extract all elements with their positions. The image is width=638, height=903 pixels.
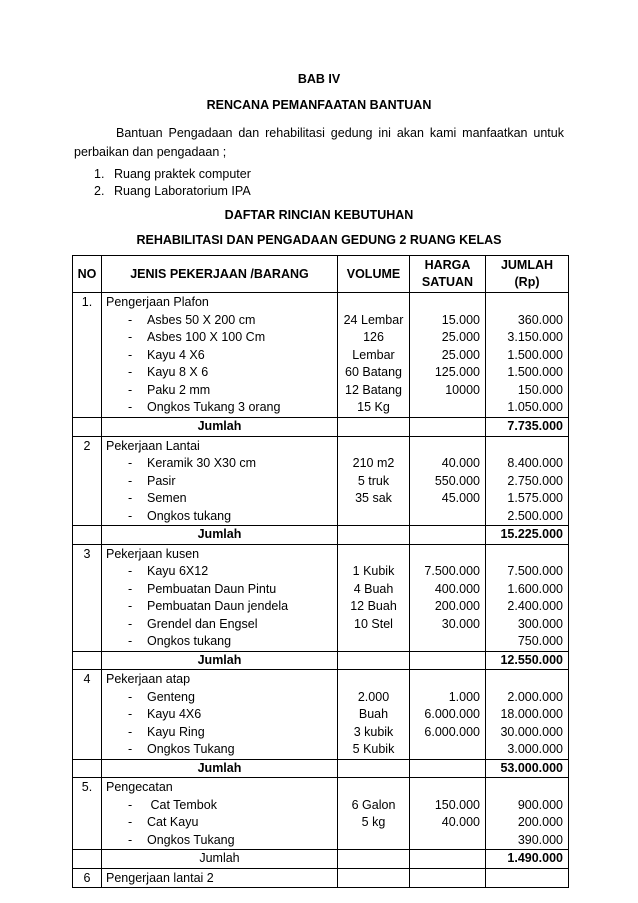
bullet-dash: - — [128, 599, 133, 613]
volume-value: 3 kubik — [353, 724, 394, 739]
section-number: 4 — [73, 670, 102, 760]
subtotal-empty — [73, 418, 102, 437]
work-item — [106, 633, 337, 651]
unit-price-cell — [410, 293, 486, 418]
bullet-dash: - — [128, 815, 133, 829]
section-number: 1. — [73, 293, 102, 418]
spacer — [410, 438, 480, 456]
volume-value: 12 Buah — [350, 599, 397, 613]
work-item-label: Semen — [147, 491, 187, 505]
amount-value: 1.500.000 — [507, 347, 563, 362]
intro-line-1: Bantuan Pengadaan dan rehabilitasi gedung ini akan kami manfaatkan untuk — [116, 126, 564, 140]
spacer — [410, 671, 480, 689]
bullet-dash: - — [128, 634, 133, 648]
work-item — [106, 581, 337, 599]
subtotal-value: 7.735.000 — [486, 418, 569, 437]
volume-value: Lembar — [352, 347, 395, 362]
amount-value: 2.000.000 — [507, 689, 563, 704]
unit-price-value: 40.000 — [441, 815, 480, 829]
unit-price-cell — [410, 670, 486, 760]
volume-value: Buah — [358, 707, 389, 721]
amount-value: 1.600.000 — [507, 581, 563, 596]
room-list-item: 1. Ruang praktek computer — [94, 167, 251, 181]
chapter-title: RENCANA PEMANFAATAN BANTUAN — [206, 98, 432, 112]
bullet-dash: - — [128, 456, 133, 470]
unit-price-value: 125.000 — [434, 365, 480, 379]
volume-cell — [338, 293, 410, 418]
work-item — [106, 598, 337, 616]
subtotal-row — [73, 526, 569, 545]
bullet-dash: - — [128, 564, 133, 578]
volume-value: 5 kg — [361, 815, 386, 829]
volume-cell — [338, 436, 410, 526]
work-item-label: Kayu Ring — [147, 724, 205, 739]
section-title: Pengecatan — [106, 780, 173, 794]
subtotal-empty — [410, 651, 486, 670]
subtotal-label: Jumlah — [102, 418, 338, 437]
section-work — [102, 670, 338, 760]
intro-line-2: perbaikan dan pengadaan ; — [74, 145, 227, 159]
bullet-dash: - — [128, 400, 133, 414]
amount-value: 2.500.000 — [507, 508, 563, 523]
unit-price-value: 10000 — [445, 382, 480, 397]
header-harga: HARGA SATUAN — [410, 256, 486, 293]
bullet-dash: - — [128, 742, 133, 756]
spacer — [410, 546, 480, 564]
work-item — [106, 689, 337, 707]
section-number: 3 — [73, 544, 102, 651]
amount-value: 900.000 — [517, 797, 563, 812]
subtotal-empty — [338, 850, 410, 869]
unit-price-value: 550.000 — [434, 473, 480, 488]
work-item — [106, 399, 337, 417]
volume-value: 210 m2 — [352, 456, 395, 470]
subtotal-empty — [338, 418, 410, 437]
spacer — [486, 779, 563, 797]
work-item-label: Pembuatan Daun jendela — [147, 599, 289, 613]
subtotal-empty — [338, 526, 410, 545]
work-item-label: Ongkos Tukang 3 orang — [147, 400, 281, 414]
unit-price-cell — [410, 544, 486, 651]
subtotal-label: Jumlah — [102, 651, 338, 670]
subtotal-row — [73, 850, 569, 869]
volume-cell — [338, 868, 410, 888]
work-item — [106, 455, 337, 473]
work-item — [106, 364, 337, 382]
subtotal-empty — [410, 418, 486, 437]
amount-value: 2.400.000 — [507, 599, 563, 613]
header-job: JENIS PEKERJAAN /BARANG — [102, 256, 338, 293]
amount-value: 2.750.000 — [507, 473, 563, 488]
rehab-heading: REHABILITASI DAN PENGADAAN GEDUNG 2 RUANG KELAS — [136, 233, 502, 247]
unit-price-value: 7.500.000 — [424, 564, 480, 578]
work-item-label: Kayu 4 X6 — [147, 347, 205, 362]
work-item-label: Ongkos Tukang — [147, 832, 235, 847]
subtotal-row — [73, 651, 569, 670]
work-item-label: Cat Tembok — [147, 797, 217, 812]
work-item-label: Paku 2 mm — [147, 382, 211, 397]
bullet-dash: - — [128, 382, 133, 397]
volume-value: 4 Buah — [353, 581, 394, 596]
work-item-label: Genteng — [147, 689, 195, 704]
work-item-label: Cat Kayu — [147, 815, 199, 829]
section-work — [102, 436, 338, 526]
subtotal-empty — [73, 526, 102, 545]
work-item — [106, 741, 337, 759]
work-item-label: Ongkos tukang — [147, 508, 232, 523]
spacer — [338, 546, 409, 564]
spacer — [486, 294, 563, 312]
bullet-dash: - — [128, 707, 133, 721]
unit-price-value: 6.000.000 — [424, 707, 480, 721]
list-heading: DAFTAR RINCIAN KEBUTUHAN — [224, 208, 414, 222]
section-title: Pengerjaan lantai 2 — [106, 870, 214, 885]
work-item — [106, 832, 337, 850]
unit-price-value: 400.000 — [434, 581, 480, 596]
section-number: 5. — [73, 778, 102, 850]
volume-value: 24 Lembar — [343, 312, 404, 327]
volume-value: 2.000 — [357, 689, 390, 704]
amount-cell — [486, 544, 569, 651]
amount-value: 300.000 — [517, 616, 563, 631]
subtotal-empty — [338, 759, 410, 778]
unit-price-value: 150.000 — [434, 797, 480, 812]
amount-value: 8.400.000 — [507, 456, 563, 470]
bullet-dash: - — [128, 797, 133, 812]
amount-value: 7.500.000 — [507, 564, 563, 578]
section-work — [102, 778, 338, 850]
header-volume: VOLUME — [338, 256, 410, 293]
spacer — [486, 438, 563, 456]
unit-price-value: 15.000 — [441, 312, 480, 327]
section-row — [73, 436, 569, 526]
section-row — [73, 293, 569, 418]
spacer — [486, 671, 563, 689]
volume-value: 12 Batang — [345, 382, 402, 397]
bullet-dash: - — [128, 312, 133, 327]
unit-price-value: 200.000 — [434, 599, 480, 613]
work-item-label: Asbes 100 X 100 Cm — [147, 330, 266, 344]
work-item — [106, 490, 337, 508]
work-item-label: Pasir — [147, 473, 176, 488]
amount-value: 390.000 — [517, 832, 563, 847]
work-item — [106, 473, 337, 491]
work-item-label: Ongkos Tukang — [147, 742, 235, 756]
amount-cell — [486, 436, 569, 526]
bullet-dash: - — [128, 616, 133, 631]
section-work — [102, 293, 338, 418]
volume-value: 35 sak — [355, 491, 392, 505]
work-item — [106, 797, 337, 815]
amount-cell — [486, 868, 569, 888]
subtotal-row — [73, 759, 569, 778]
unit-price-value: 6.000.000 — [424, 724, 480, 739]
bullet-dash: - — [128, 689, 133, 704]
volume-cell — [338, 670, 410, 760]
subtotal-value: 1.490.000 — [486, 850, 569, 869]
unit-price-value: 40.000 — [441, 456, 480, 470]
spacer — [338, 294, 409, 312]
work-item-label: Keramik 30 X30 cm — [147, 456, 257, 470]
amount-cell — [486, 670, 569, 760]
amount-value: 1.575.000 — [507, 491, 563, 505]
work-item-label: Asbes 50 X 200 cm — [147, 312, 256, 327]
subtotal-empty — [73, 850, 102, 869]
table-header-row — [73, 256, 569, 293]
volume-value: 1 Kubik — [352, 564, 395, 578]
header-no: NO — [73, 256, 102, 293]
header-jumlah: JUMLAH (Rp) — [486, 256, 569, 293]
room-list-item: 2. Ruang Laboratorium IPA — [94, 184, 251, 198]
work-item — [106, 312, 337, 330]
subtotal-empty — [410, 850, 486, 869]
section-title: Pekerjaan Lantai — [106, 438, 200, 453]
amount-value: 750.000 — [517, 634, 563, 648]
work-item — [106, 347, 337, 365]
work-item — [106, 382, 337, 400]
spacer — [338, 438, 409, 456]
bullet-dash: - — [128, 330, 133, 344]
bullet-dash: - — [128, 491, 133, 505]
intro-paragraph — [74, 124, 564, 162]
cost-table — [72, 255, 569, 888]
amount-value: 150.000 — [517, 382, 563, 397]
room-list — [94, 166, 251, 200]
amount-value: 3.000.000 — [507, 742, 563, 756]
work-item-label: Pembuatan Daun Pintu — [147, 581, 277, 596]
subtotal-label: Jumlah — [102, 759, 338, 778]
section-title: Pekerjaan atap — [106, 672, 191, 686]
spacer — [410, 779, 480, 797]
spacer — [338, 671, 409, 689]
volume-value: 5 Kubik — [352, 742, 395, 756]
subtotal-value: 15.225.000 — [486, 526, 569, 545]
work-item — [106, 706, 337, 724]
amount-value: 1.500.000 — [507, 365, 563, 379]
volume-value: 126 — [363, 330, 384, 344]
amount-value: 18.000.000 — [500, 707, 563, 721]
amount-value: 3.150.000 — [507, 330, 563, 344]
bullet-dash: - — [128, 581, 133, 596]
volume-cell — [338, 544, 410, 651]
unit-price-cell — [410, 778, 486, 850]
subtotal-empty — [410, 526, 486, 545]
subtotal-label: Jumlah — [102, 526, 338, 545]
amount-value: 200.000 — [517, 815, 563, 829]
subtotal-row — [73, 418, 569, 437]
section-title: Pekerjaan kusen — [106, 546, 200, 561]
section-row — [73, 778, 569, 850]
volume-value: 10 Stel — [354, 616, 393, 631]
section-title: Pengerjaan Plafon — [106, 295, 209, 309]
unit-price-value: 45.000 — [441, 491, 480, 505]
amount-value: 30.000.000 — [500, 724, 563, 739]
spacer — [338, 779, 409, 797]
volume-value: 5 truk — [357, 473, 390, 488]
volume-value: 60 Batang — [345, 365, 402, 379]
unit-price-cell — [410, 868, 486, 888]
volume-value: 15 Kg — [357, 400, 390, 414]
work-item — [106, 724, 337, 742]
section-work — [102, 868, 338, 888]
bullet-dash: - — [128, 832, 133, 847]
amount-value: 360.000 — [517, 312, 563, 327]
amount-cell — [486, 778, 569, 850]
subtotal-empty — [338, 651, 410, 670]
subtotal-empty — [73, 759, 102, 778]
section-number: 6 — [73, 868, 102, 888]
unit-price-cell — [410, 436, 486, 526]
work-item-label: Grendel dan Engsel — [147, 616, 258, 631]
section-row — [73, 544, 569, 651]
work-item — [106, 508, 337, 526]
section-number: 2 — [73, 436, 102, 526]
unit-price-value: 30.000 — [441, 616, 480, 631]
subtotal-value: 12.550.000 — [486, 651, 569, 670]
amount-cell — [486, 293, 569, 418]
subtotal-label: Jumlah — [102, 850, 338, 869]
volume-value: 6 Galon — [351, 797, 396, 812]
work-item-label: Ongkos tukang — [147, 634, 232, 648]
amount-value: 1.050.000 — [507, 400, 563, 414]
bullet-dash: - — [128, 724, 133, 739]
bullet-dash: - — [128, 365, 133, 379]
work-item — [106, 814, 337, 832]
unit-price-value: 1.000 — [448, 689, 480, 704]
work-item — [106, 329, 337, 347]
bullet-dash: - — [128, 347, 133, 362]
subtotal-empty — [410, 759, 486, 778]
subtotal-value: 53.000.000 — [486, 759, 569, 778]
spacer — [486, 546, 563, 564]
unit-price-value: 25.000 — [441, 330, 480, 344]
bullet-dash: - — [128, 473, 133, 488]
work-item — [106, 616, 337, 634]
work-item-label: Kayu 6X12 — [147, 564, 209, 578]
chapter-heading: BAB IV — [297, 72, 341, 86]
subtotal-empty — [73, 651, 102, 670]
section-work — [102, 544, 338, 651]
unit-price-value: 25.000 — [441, 347, 480, 362]
work-item — [106, 563, 337, 581]
section-row — [73, 670, 569, 760]
bullet-dash: - — [128, 508, 133, 523]
spacer — [410, 294, 480, 312]
volume-cell — [338, 778, 410, 850]
work-item-label: Kayu 8 X 6 — [147, 365, 209, 379]
section-row — [73, 868, 569, 888]
work-item-label: Kayu 4X6 — [147, 707, 202, 721]
